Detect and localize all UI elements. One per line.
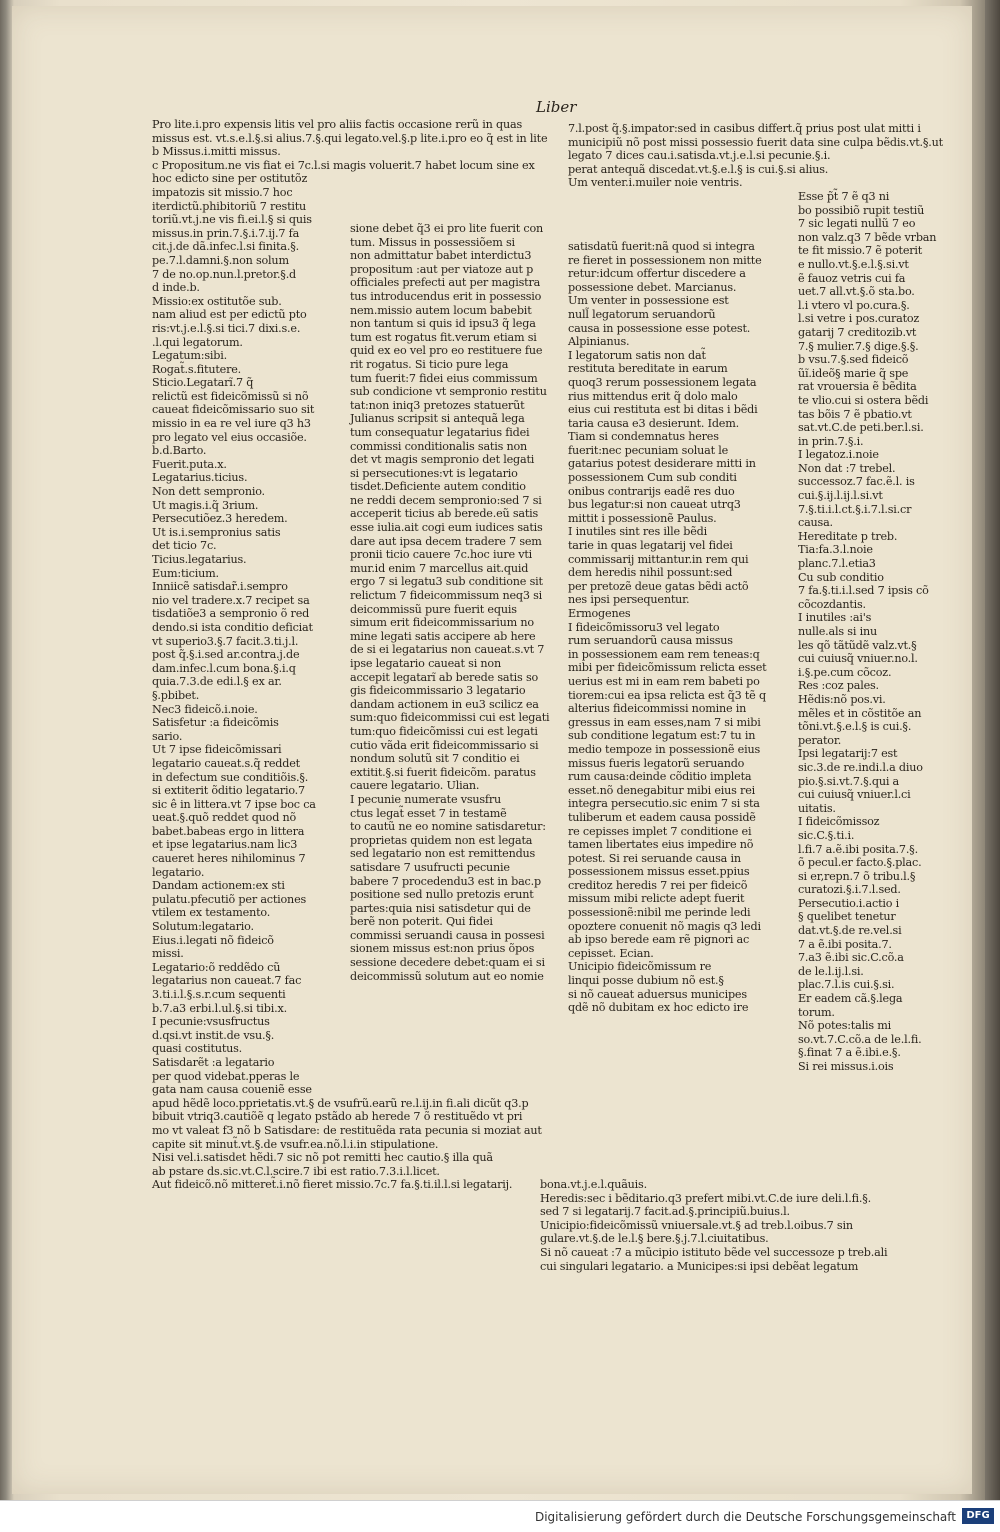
text-line: ne reddi decem sempronio:sed 7 si xyxy=(350,493,542,507)
text-line: per pretozẽ deue gatas bẽdi actõ xyxy=(568,579,749,593)
text-line: toriũ.vt.j.ne vis fi.ei.l.§ si quis xyxy=(152,213,312,227)
text-line: bona.vt.j.e.l.quãuis. xyxy=(540,1178,647,1191)
text-line: Legatario:õ reddẽdo cũ xyxy=(152,960,281,974)
text-line: sione debet q̃3 ei pro lite fuerit con xyxy=(350,222,544,235)
text-line: vtilem ex testamento. xyxy=(152,906,271,920)
running-head: Liber xyxy=(536,98,577,116)
text-line: cit.j.de dã.infec.l.si finita.§. xyxy=(152,240,299,254)
text-line: sat.vt.C.de peti.ber.l.si. xyxy=(798,421,924,435)
text-line: missio in ea re vel iure q3 h3 xyxy=(152,417,311,431)
text-line: rius mittendus erit q̃ dolo malo xyxy=(568,389,738,403)
text-line: Eius.i.legati nõ fideicõ xyxy=(152,933,274,947)
text-line: te fit missio.7 ẽ poterit xyxy=(798,244,923,258)
text-line: opoztere conuenit nõ magis q3 ledi xyxy=(568,919,761,933)
text-line: Persecutio.i.actio i xyxy=(798,896,900,910)
text-line: Sticio.Legatarĩ.7 q̃ xyxy=(152,376,254,390)
text-line: 7 de no.op.nun.l.pretor.§.d xyxy=(152,267,297,281)
text-line: creditoz heredis 7 rei per fideicõ xyxy=(568,878,748,892)
text-line: esse iulia.ait cogi eum iudices satis xyxy=(350,521,543,535)
text-line: legatario caueat.s.q̃ reddet xyxy=(152,756,300,770)
text-line: quasi costitutus. xyxy=(152,1042,243,1056)
text-line: potest. Si rei seruande causa in xyxy=(568,851,741,865)
text-line: dandam actionem in eu3 scilicz ea xyxy=(350,697,539,711)
text-line: quid ex eo vel pro eo restituere fue xyxy=(350,344,543,358)
text-line: 7 a ẽ.ibi posita.7. xyxy=(798,937,892,951)
text-line: so.vt.7.C.cõ.a de le.l.fi. xyxy=(798,1032,922,1046)
text-line: mittit i possessionẽ Paulus. xyxy=(568,511,717,525)
text-line: pe.7.l.damni.§.non solum xyxy=(152,253,289,267)
text-line: tisdatiõe3 a sempronio õ red xyxy=(152,607,310,621)
text-line: ueat.§.quõ reddet quod nõ xyxy=(152,811,297,825)
text-line: nulle.als si inu xyxy=(798,625,877,638)
text-line: impatozis sit missio.7 hoc xyxy=(152,185,293,199)
text-line: Ut 7 ipse fideicõmissari̇ xyxy=(152,743,282,757)
text-line: sed 7 si legatarij.7 facit.ad.§.principiũ.buius.l. xyxy=(540,1205,790,1219)
text-line: in prin.7.§.i. xyxy=(798,434,864,448)
text-line: et ipse legatarius.nam lic3 xyxy=(152,838,298,852)
text-line: quoq3 rerum possessionem legata xyxy=(568,375,757,389)
text-line: tarie in quas legatarij vel fidei xyxy=(568,539,733,553)
text-line: Missio:ex ostitutõe sub. xyxy=(152,294,282,308)
text-line: accepit legatarĩ ab berede satis so xyxy=(350,670,539,684)
text-line: sic.3.de re.indi.l.a diuo xyxy=(798,760,923,774)
text-line: de si ei legatarius non caueat.s.vt 7 xyxy=(350,643,545,657)
text-line: missi. xyxy=(152,947,184,961)
text-line: de le.l.ij.l.si. xyxy=(798,964,864,978)
text-line: mur.id enim 7 marcellus ait.quid xyxy=(350,561,529,575)
text-line: I fideicõmissoz xyxy=(798,815,880,829)
text-line: pulatu.pfecutiõ per actiones xyxy=(152,892,307,906)
text-line: rat vrouersia ẽ bẽdita xyxy=(798,380,917,394)
text-line: commissi conditionalis satis non xyxy=(350,439,528,453)
text-line: sionem missus est:non prius õpos xyxy=(350,942,535,956)
text-line: propositum :aut per viatoze aut p xyxy=(350,262,534,276)
text-line: õ pecul.er facto.§.plac. xyxy=(798,856,922,870)
text-line: Hẽdis:nõ pos.vi. xyxy=(798,692,886,706)
text-line: I inutiles :ai's xyxy=(798,611,872,625)
text-line: tum fuerit:7 fidei eius commissum xyxy=(350,371,538,385)
text-line: causa. xyxy=(798,516,833,530)
text-line: ab ipso berede eam rẽ pignori ac xyxy=(568,933,750,947)
text-line: Legatarius.ticius. xyxy=(152,471,248,485)
text-line: apud hẽdẽ loco.pprietatis.vt.§ de vsufrũ.earũ re.l.ij.in fi.ali dicũt q3.p xyxy=(152,1096,529,1110)
text-line: dam.infec.l.cum bona.§.i.q xyxy=(152,661,296,675)
text-line: sic ê in littera.vt 7 ipse boc ca xyxy=(152,797,316,811)
text-line: cauere legatario. Ulian. xyxy=(350,779,480,793)
bottom-right-gloss xyxy=(540,1178,910,1288)
text-line: babet.babeas ergo in littera xyxy=(152,824,305,838)
text-line: b vsu.7.§.sed fideicõ xyxy=(798,353,909,367)
text-line: Persecutiõez.3 heredem. xyxy=(152,512,288,526)
text-line: tus introducendus erit in possessio xyxy=(350,289,542,303)
text-line: e nullo.vt.§.e.l.§.si.vt xyxy=(798,257,909,271)
text-line: Inniicẽ satisdar̃.i.sempro xyxy=(152,580,288,594)
text-line: proprietas quidem non est legata xyxy=(350,833,533,847)
text-line: relictum 7 fideicommissum neq3 si xyxy=(350,589,543,603)
text-line: Legatum:sibi. xyxy=(152,349,227,363)
text-line: Satisfetur :a fideicõmis xyxy=(152,716,279,730)
text-line: sed legatario non est remittendus xyxy=(350,847,536,861)
text-line: planc.7.l.etia3 xyxy=(798,557,876,571)
text-line: gis fideicommissario 3 legatario xyxy=(350,684,526,698)
text-line: dendo.si ista conditio deficiat xyxy=(152,620,313,634)
text-line: si extiterit õditio legatario.7 xyxy=(152,784,305,798)
text-line: causa in possessione esse potest. xyxy=(568,321,751,335)
text-line: partes:quia nisi satisdetur qui de xyxy=(350,901,531,915)
text-line: Ermogenes xyxy=(568,607,631,620)
text-line: I inutiles sint res ille bẽdi xyxy=(568,525,708,539)
text-line: cui singulari legatario. a Municipes:si ipsi debẽat legatum xyxy=(540,1259,859,1273)
text-line: dem heredis nihil possunt:sed xyxy=(568,566,733,580)
text-line: Si nõ caueat :7 a mũcipio istituto bẽde vel successoze p treb.ali xyxy=(540,1245,888,1259)
text-line: nondum solutũ sit 7 conditio ei xyxy=(350,752,520,766)
text-line: I fideicõmissoru3 vel legato xyxy=(568,620,720,634)
text-line: Nõ potes:talis mi xyxy=(798,1019,892,1033)
text-line: Unicipio fideicõmissum re xyxy=(568,960,712,974)
text-line: re cepisses implet 7 conditione ei xyxy=(568,824,752,838)
text-line: Si rei missus.i.ois xyxy=(798,1060,894,1073)
text-line: § quelibet tenetur xyxy=(798,910,896,924)
text-line: restituta bereditate in earum xyxy=(568,362,728,376)
text-line: possessionẽ:nibil me perinde ledi xyxy=(568,906,751,920)
text-line: eius cui restituta est bi ditas i bẽdi xyxy=(568,403,758,417)
text-line: missus fueris legatorũ seruando xyxy=(568,756,745,770)
text-line: quia.7.3.de edi.l.§ ex ar. xyxy=(152,675,282,689)
text-line: 7.l.post q̃.§.impator:sed in casibus differt.q̃ prius post ulat mitti i xyxy=(568,122,921,135)
text-line: Ut magis.i.q̃ 3rium. xyxy=(152,498,259,512)
text-line: si persecutiones:vt is legatario xyxy=(350,466,518,480)
text-line: uerius est mi in eam rem babeti po xyxy=(568,674,760,688)
text-line: te vlio.cui si ostera bẽdi xyxy=(798,393,929,407)
text-line: bibuit vtriq3.cautiõẽ q legato pstãdo ab herede 7 õ restituẽdo vt pri xyxy=(152,1110,523,1124)
text-line: l.fi.7 a.ẽ.ibi posita.7.§. xyxy=(798,842,918,856)
text-line: deicommissũ solutum aut eo nomie xyxy=(350,969,544,983)
text-line: Aut fideicõ.nõ mitteret̃.i.nõ fieret missio.7c.7 fa.§.ti.il.l.si legatarij. xyxy=(152,1178,513,1192)
text-line: hoc edicto sine per ostitutõz xyxy=(152,172,308,186)
text-line: 7.§.ti.i.l.ct.§.i.7.l.si.cr xyxy=(798,502,912,516)
text-line: cui cuiusq̃ vniuer.no.l. xyxy=(798,652,918,666)
text-line: I pecunie:vsusfructus xyxy=(152,1015,270,1029)
text-line: l.i vtero vl po.cura.§. xyxy=(798,298,910,312)
text-line: si er,repn.7 õ tribu.l.§ xyxy=(798,869,916,883)
text-line: caueret heres nihilominus 7 xyxy=(152,852,306,866)
text-line: d.qsi.vt instit.de vsu.§. xyxy=(152,1028,275,1042)
text-line: Ut is.i.sempronius satis xyxy=(152,525,281,539)
text-line: taria causa e3 desierunt. Idem. xyxy=(568,416,739,430)
text-line: tisdet.Deficiente autem conditio xyxy=(350,480,526,494)
text-line: commissarij mittantur.in rem qui xyxy=(568,552,749,566)
text-line: extitit.§.si fuerit fideicõm. paratus xyxy=(350,765,536,779)
text-line: cui cuiusq̃ vniuer.l.ci xyxy=(798,788,911,802)
text-line: Pro lite.i.pro expensis litis vel pro aliis factis occasione rerũ in quas xyxy=(152,118,522,131)
text-line: simum erit fideicommissarium no xyxy=(350,616,534,630)
text-line: 7 sic legati nullũ 7 eo xyxy=(798,217,916,231)
text-line: Nisi vel.i.satisdet hẽdi.7 sic nõ pot remitti hec cautio.§ illa quã xyxy=(152,1151,493,1165)
text-line: municipiũ nõ post missi possessio fuerit data sine culpa bẽdis.vt.§.ut xyxy=(568,135,943,149)
text-line: plac.7.l.is cui.§.si. xyxy=(798,978,895,992)
text-line: berẽ non poterit. Qui fidei xyxy=(350,915,493,929)
text-line: null̃ legatorum seruandorũ xyxy=(568,307,716,321)
text-line: in defectum sue conditiõis.§. xyxy=(152,770,309,784)
text-line: officiales prefecti aut per magistra xyxy=(350,276,541,290)
text-line: non tantum si quis id ipsu3 q̃ lega xyxy=(350,317,536,331)
text-line: rum causa:deinde cõditio impleta xyxy=(568,770,752,784)
text-line: nam aliud est per edictũ pto xyxy=(152,308,307,322)
text-line: onibus contrarijs eadẽ res duo xyxy=(568,484,735,498)
text-line: 7.a3 ẽ.ibi sic.C.cõ.a xyxy=(798,951,904,965)
text-line: non admittatur babet interdictu3 xyxy=(350,249,532,263)
text-line: Satisdarẽt :a legatario xyxy=(152,1055,275,1069)
text-line: relictũ est fideicõmissũ si nõ xyxy=(152,389,309,403)
text-line: gressus in eam esses,nam 7 si mibi xyxy=(568,715,761,729)
text-line: sub condicione vt sempronio restitu xyxy=(350,385,547,399)
text-line: missus.in prin.7.§.i.7.ij.7 fa xyxy=(152,226,300,240)
text-line: I legatoz.i.noie xyxy=(798,448,879,462)
text-line: bus legatur:si non caueat utrq3 xyxy=(568,498,741,512)
text-line: I legatorum satis non dat̃ xyxy=(568,348,706,362)
text-line: §.finat 7 a ẽ.ibi.e.§. xyxy=(798,1046,901,1060)
text-line: sum:quo fideicommissi cui est legati xyxy=(350,711,550,725)
text-line: c Propositum.ne vis fiat ei 7c.l.si magis voluerit.7 habet locum sine ex xyxy=(152,158,535,172)
text-line: Tiam si condemnatus heres xyxy=(568,430,719,444)
text-line: perator. xyxy=(798,733,842,747)
text-line: curatozi.§.i.7.l.sed. xyxy=(798,883,901,897)
text-line: det ticio 7c. xyxy=(152,539,217,553)
text-line: caueat fideicõmissario suo sit xyxy=(152,403,315,417)
text-line: Esse p̃t̃ 7 ẽ q3 ni xyxy=(798,190,890,203)
text-line: tum. Missus in possessiõem si xyxy=(350,235,515,249)
text-line: iterdictũ.phibitoriũ 7 restitu xyxy=(152,199,307,213)
text-line: mo vt valeat f3 nõ b Satisdare: de restituẽda rata pecunia si moziat aut xyxy=(152,1123,542,1137)
text-line: tat:non iniq3 pretozes statuerũt xyxy=(350,398,525,412)
text-line: acceperit ticius ab berede.eũ satis xyxy=(350,507,539,521)
text-line: rum seruandorũ causa missus xyxy=(568,634,733,648)
text-line: positione sed nullo pretozis erunt xyxy=(350,888,534,902)
text-line: ctus legat̃ esset 7 in testamẽ xyxy=(350,806,507,820)
text-line: satisdatũ fuerit:nã quod si integra xyxy=(568,239,755,253)
text-line: rit rogatus. Si ticio pure lega xyxy=(350,357,509,371)
text-line: sub conditione legatum est:7 tu in xyxy=(568,729,756,743)
text-line: nes ipsi persequentur. xyxy=(568,593,690,607)
text-line: re fieret in possessionem non mitte xyxy=(568,253,762,267)
text-line: si nõ caueat aduersus municipes xyxy=(568,987,747,1001)
text-line: vt superio3.§.7 facit.3.ti.j.l. xyxy=(152,634,299,648)
text-line: Er eadem cã.§.lega xyxy=(798,992,903,1006)
text-line: gulare.vt.§.de le.l.§ bere.§.j.7.l.ciuitatibus. xyxy=(540,1232,769,1246)
text-line: tum:quo fideicõmissi cui est legati xyxy=(350,724,538,738)
text-line: .l.qui legatorum. xyxy=(152,335,243,349)
text-line: uitatis. xyxy=(798,801,836,815)
text-line: Heredis:sec i bẽditario.q3 prefert mibi.vt.C.de iure deli.l.fi.§. xyxy=(540,1191,872,1205)
text-line: pronii ticio cauere 7c.hoc iure vti xyxy=(350,548,533,562)
text-line: tum est rogatus fit.verum etiam si xyxy=(350,330,537,344)
text-line: ũĩ.ideõ§ marie q̃ spe xyxy=(798,366,909,380)
center-text-column xyxy=(330,222,555,1002)
text-line: deicommissũ pure fuerit equis xyxy=(350,602,517,616)
text-line: b.7.a3 erbi.l.ul.§.si tibi.x. xyxy=(152,1001,287,1015)
text-line: missum mibi relicte adept fuerit xyxy=(568,892,745,906)
text-line: torum. xyxy=(798,1005,835,1019)
text-line: ergo 7 si legatu3 sub conditione sit xyxy=(350,575,543,589)
text-line: 7.§ mulier.7.§ dige.§.§. xyxy=(798,339,919,353)
text-line: Rogat̃.s.fitutere. xyxy=(152,362,242,376)
text-line: babere 7 procedendu3 est in bac.p xyxy=(350,874,541,888)
text-line: retur:idcum offertur discedere a xyxy=(568,267,746,281)
text-line: I pecunie numerate vsusfru xyxy=(350,792,502,806)
text-line: nem.missio autem locum babebit xyxy=(350,303,532,317)
text-line: satisdare 7 usufructi pecunie xyxy=(350,860,510,874)
text-line: capite sit minut̃.vt.§.de vsufr.ea.nõ.l.i.in stipulatione. xyxy=(152,1137,439,1151)
text-line: 3.ti.i.l.§.s.r.cum sequenti xyxy=(152,988,286,1001)
text-line: tõni.vt.§.e.l.§ is cui.§. xyxy=(798,720,912,734)
text-line: l.si vetre i pos.curatoz xyxy=(798,312,920,326)
text-line: gatarij 7 creditozib.vt xyxy=(798,325,917,339)
text-line: post q̃.§.i.sed ar.contra.j.de xyxy=(152,648,300,662)
text-line: Cu sub conditio xyxy=(798,570,884,584)
text-line: legatarius non caueat.7 fac xyxy=(152,974,302,988)
text-line: 7 fa.§.ti.i.l.sed 7 ipsis cõ xyxy=(798,584,929,598)
text-line: gata nam causa coueniẽ esse xyxy=(152,1083,312,1097)
text-line: pro legato vel eius occasiõe. xyxy=(152,430,307,444)
text-line: b Missus.i.mitti missus. xyxy=(152,145,281,159)
text-line: cepisset. Ecian. xyxy=(568,946,654,960)
text-line: Non dat :7 trebel. xyxy=(798,461,896,475)
text-line: sic.C.§.ti.i. xyxy=(798,828,855,842)
text-line: fuerit:nec pecuniam soluat le xyxy=(568,443,729,457)
text-line: Non dett sempronio. xyxy=(152,485,265,499)
text-line: possessionem missus esset.ppius xyxy=(568,865,750,879)
text-line: pio.§.si.vt.7.§.qui a xyxy=(798,774,900,788)
text-line: bo possibiõ rupit testiũ xyxy=(798,203,925,217)
text-line: d inde.b. xyxy=(152,281,200,295)
dfg-logo: DFG xyxy=(962,1508,994,1524)
text-line: mibi per fideicõmissum relicta esset xyxy=(568,661,767,675)
text-line: Um venter in possessione est xyxy=(568,294,729,308)
text-line: tum consequatur legatarius fidei xyxy=(350,425,530,439)
text-line: medio tempoze in possessionẽ eius xyxy=(568,742,761,756)
text-line: Ipsi legatarij:7 est xyxy=(798,747,898,761)
text-line: gatarius potest desiderare mitti in xyxy=(568,457,756,471)
text-line: Res :coz pales. xyxy=(798,679,879,693)
text-line: mine legati satis accipere ab here xyxy=(350,629,536,643)
text-line: tuliberum et eadem causa possidẽ xyxy=(568,810,756,824)
text-line: ẽ fauoz vetris cui fa xyxy=(798,271,906,285)
text-line: per quod videbat.pperas le xyxy=(152,1069,300,1083)
text-line: b.d.Barto. xyxy=(152,444,207,458)
text-line: in possessionem eam rem teneas:q xyxy=(568,647,760,661)
text-line: perat antequã discedat.vt.§.e.l.§ is cui.§.si alius. xyxy=(568,162,829,176)
text-line: Unicipio:fideicõmissũ vniuersale.vt.§ ad treb.l.oibus.7 sin xyxy=(540,1218,853,1232)
text-line: alterius fideicommissi nomine in xyxy=(568,702,747,716)
text-line: Um venter.i.muiler noie ventris. xyxy=(568,176,743,190)
far-right-gloss-column xyxy=(770,190,937,1180)
text-line: det vt magis sempronio det legati xyxy=(350,453,535,467)
text-line: cõcozdantis. xyxy=(798,597,866,611)
book-edge xyxy=(985,0,1000,1500)
text-line: legato 7 dices cau.i.satisda.vt.j.e.l.si pecunie.§.i. xyxy=(568,149,831,163)
text-line: commissi seruandi causa in possesi xyxy=(350,928,545,942)
text-line: Dandam actionem:ex sti xyxy=(152,879,285,893)
text-line: legatario. xyxy=(152,865,205,879)
text-line: Fuerit.puta.x. xyxy=(152,457,227,471)
text-line: to cautũ ne eo nomine satisdaretur: xyxy=(350,820,546,834)
text-line: Eum:ticium. xyxy=(152,566,219,580)
text-line: Hereditate p treb. xyxy=(798,529,898,543)
text-line: Nec3 fideicõ.i.noie. xyxy=(152,702,258,716)
text-line: Ticius.legatarius. xyxy=(152,553,247,566)
text-line: non valz.q3 7 bẽde vrban xyxy=(798,230,937,244)
text-line: uet.7 all.vt.§.õ sta.bo. xyxy=(798,285,915,299)
text-line: ipse legatario caueat si non xyxy=(350,657,501,670)
text-line: cui.§.ij.l.ij.l.si.vt xyxy=(798,489,883,503)
text-line: integra persecutio.sic enim 7 si sta xyxy=(568,797,760,811)
text-line: Alpinianus. xyxy=(568,335,630,349)
text-line: ab pstare ds.sic.vt.C.l.scire.7 ibi est ratio.7.3.i.l.licet. xyxy=(152,1164,440,1178)
footer-bar xyxy=(0,1500,1000,1532)
text-line: Tia:fa.3.l.noie xyxy=(798,543,873,557)
text-line: tiorem:cui ea ipsa relicta est q̃3 tẽ q xyxy=(568,688,766,702)
text-line: sessione decedere debet:quam ei si xyxy=(350,956,545,970)
text-line: tas bõis 7 ẽ pbatio.vt xyxy=(798,407,912,421)
text-line: nio vel tradere.x.7 recipet sa xyxy=(152,593,310,607)
text-line: dat.vt.§.de re.vel.si xyxy=(798,924,902,938)
text-line: successoz.7 fac.ẽ.l. is xyxy=(798,475,915,489)
text-line: dare aut ipsa decem tradere 7 sem xyxy=(350,534,542,548)
text-line: qdẽ nõ dubitam ex hoc edicto ire xyxy=(568,1001,749,1015)
text-line: i.§.pe.cum cõcoz. xyxy=(798,665,892,679)
text-line: linqui posse dubium nõ est.§ xyxy=(568,974,724,988)
text-line: Julianus scripsit si antequã lega xyxy=(350,412,525,426)
text-line: cutio vãda erit fideicommissario si xyxy=(350,738,539,752)
text-line: ris:vt.j.e.l.§.si tici.7 dixi.s.e. xyxy=(152,321,301,335)
text-line: les qõ tãtũdẽ valz.vt.§ xyxy=(798,638,917,652)
text-line: esset.nõ denegabitur mibi eius rei xyxy=(568,783,755,797)
text-line: Solutum:legatario. xyxy=(152,920,254,934)
text-line: possessionem Cum sub conditi xyxy=(568,471,737,485)
text-line: possessione debet. Marcianus. xyxy=(568,280,737,294)
text-line: sario. xyxy=(152,729,183,743)
text-line: missus est. vt.s.e.l.§.si alius.7.§.qui legato.vel.§.p lite.i.pro eo q̃ est in lite xyxy=(152,131,548,145)
text-line: tamen libertates eius impedire nõ xyxy=(568,838,754,852)
footer-credit: Digitalisierung gefördert durch die Deutsche Forschungsgemeinschaft xyxy=(534,1510,956,1524)
text-line: mẽles et in cõstitõe an xyxy=(798,706,922,720)
text-line: §.pbibet. xyxy=(152,688,200,702)
